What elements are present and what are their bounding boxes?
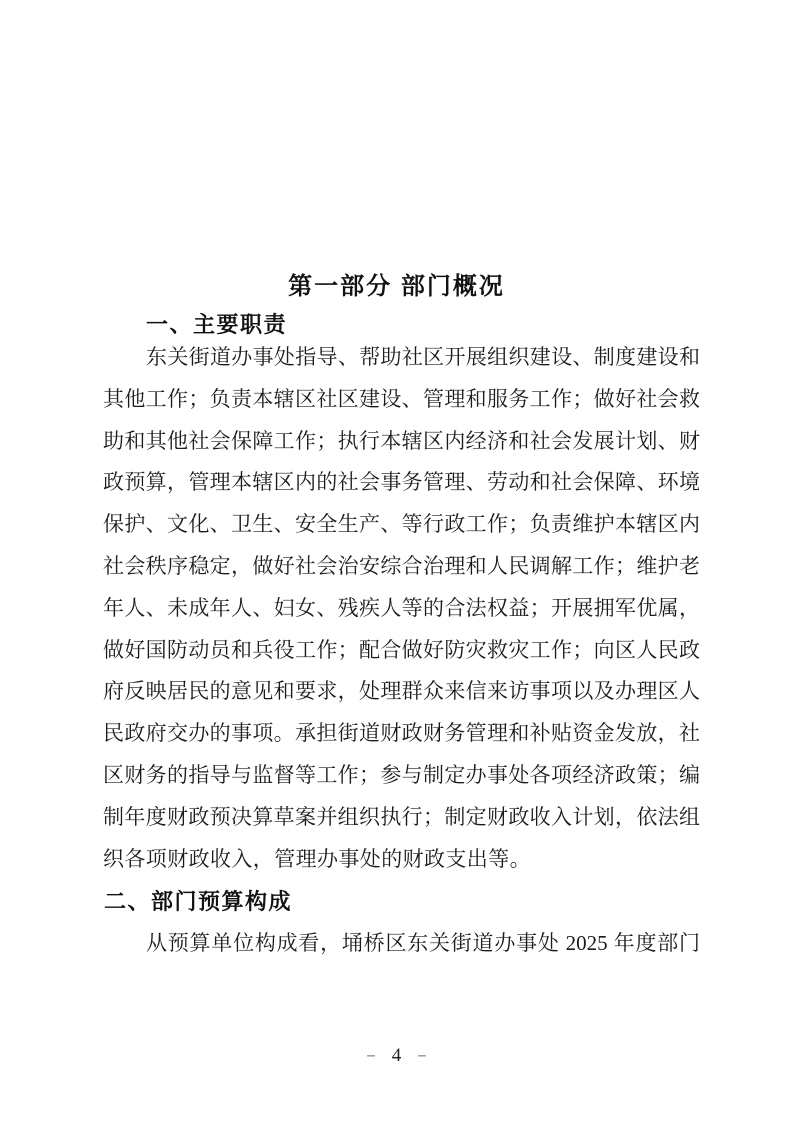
footer-dash-right: – (417, 1044, 427, 1066)
page-footer (0, 1041, 793, 1070)
text-line: 做好国防动员和兵役工作；配合做好防灾救灾工作；向区人民政 (103, 637, 700, 662)
text-line: 府反映居民的意见和要求，处理群众来信来访事项以及办理区人 (103, 679, 700, 704)
text-line: 制年度财政预决算草案并组织执行；制定财政收入计划，依法组 (103, 804, 700, 829)
section-2-paragraph (103, 923, 700, 965)
text-line: 社会秩序稳定，做好社会治安综合治理和人民调解工作；维护老 (103, 553, 700, 578)
text-line: 民政府交办的事项。承担街道财政财务管理和补贴资金发放，社 (103, 721, 700, 746)
text-line: 东关街道办事处指导、帮助社区开展组织建设、制度建设和 (146, 345, 700, 369)
text-line: 区财务的指导与监督等工作；参与制定办事处各项经济政策；编 (103, 762, 700, 787)
footer-dash-left: – (366, 1044, 376, 1066)
text-line: 保护、文化、卫生、安全生产、等行政工作；负责维护本辖区内 (103, 512, 700, 537)
text-line: 从预算单位构成看，埇桥区东关街道办事处 2025 年度部门 (146, 931, 700, 955)
document-title: 第一部分 部门概况 (288, 273, 505, 300)
page-number: 4 (391, 1045, 402, 1066)
text-line: 织各项财政收入，管理办事处的财政支出等。 (103, 846, 531, 871)
text-line: 助和其他社会保障工作；执行本辖区内经济和社会发展计划、财 (103, 428, 700, 453)
text-line: 年人、未成年人、妇女、残疾人等的合法权益；开展拥军优属， (103, 595, 700, 620)
section-2-heading: 二、部门预算构成 (104, 889, 293, 914)
text-line: 其他工作；负责本辖区社区建设、管理和服务工作；做好社会救 (103, 386, 700, 411)
text-line: 政预算，管理本辖区内的社会事务管理、劳动和社会保障、环境 (103, 470, 700, 495)
section-1-heading: 一、主要职责 (146, 312, 288, 337)
section-1-paragraph (103, 337, 700, 880)
